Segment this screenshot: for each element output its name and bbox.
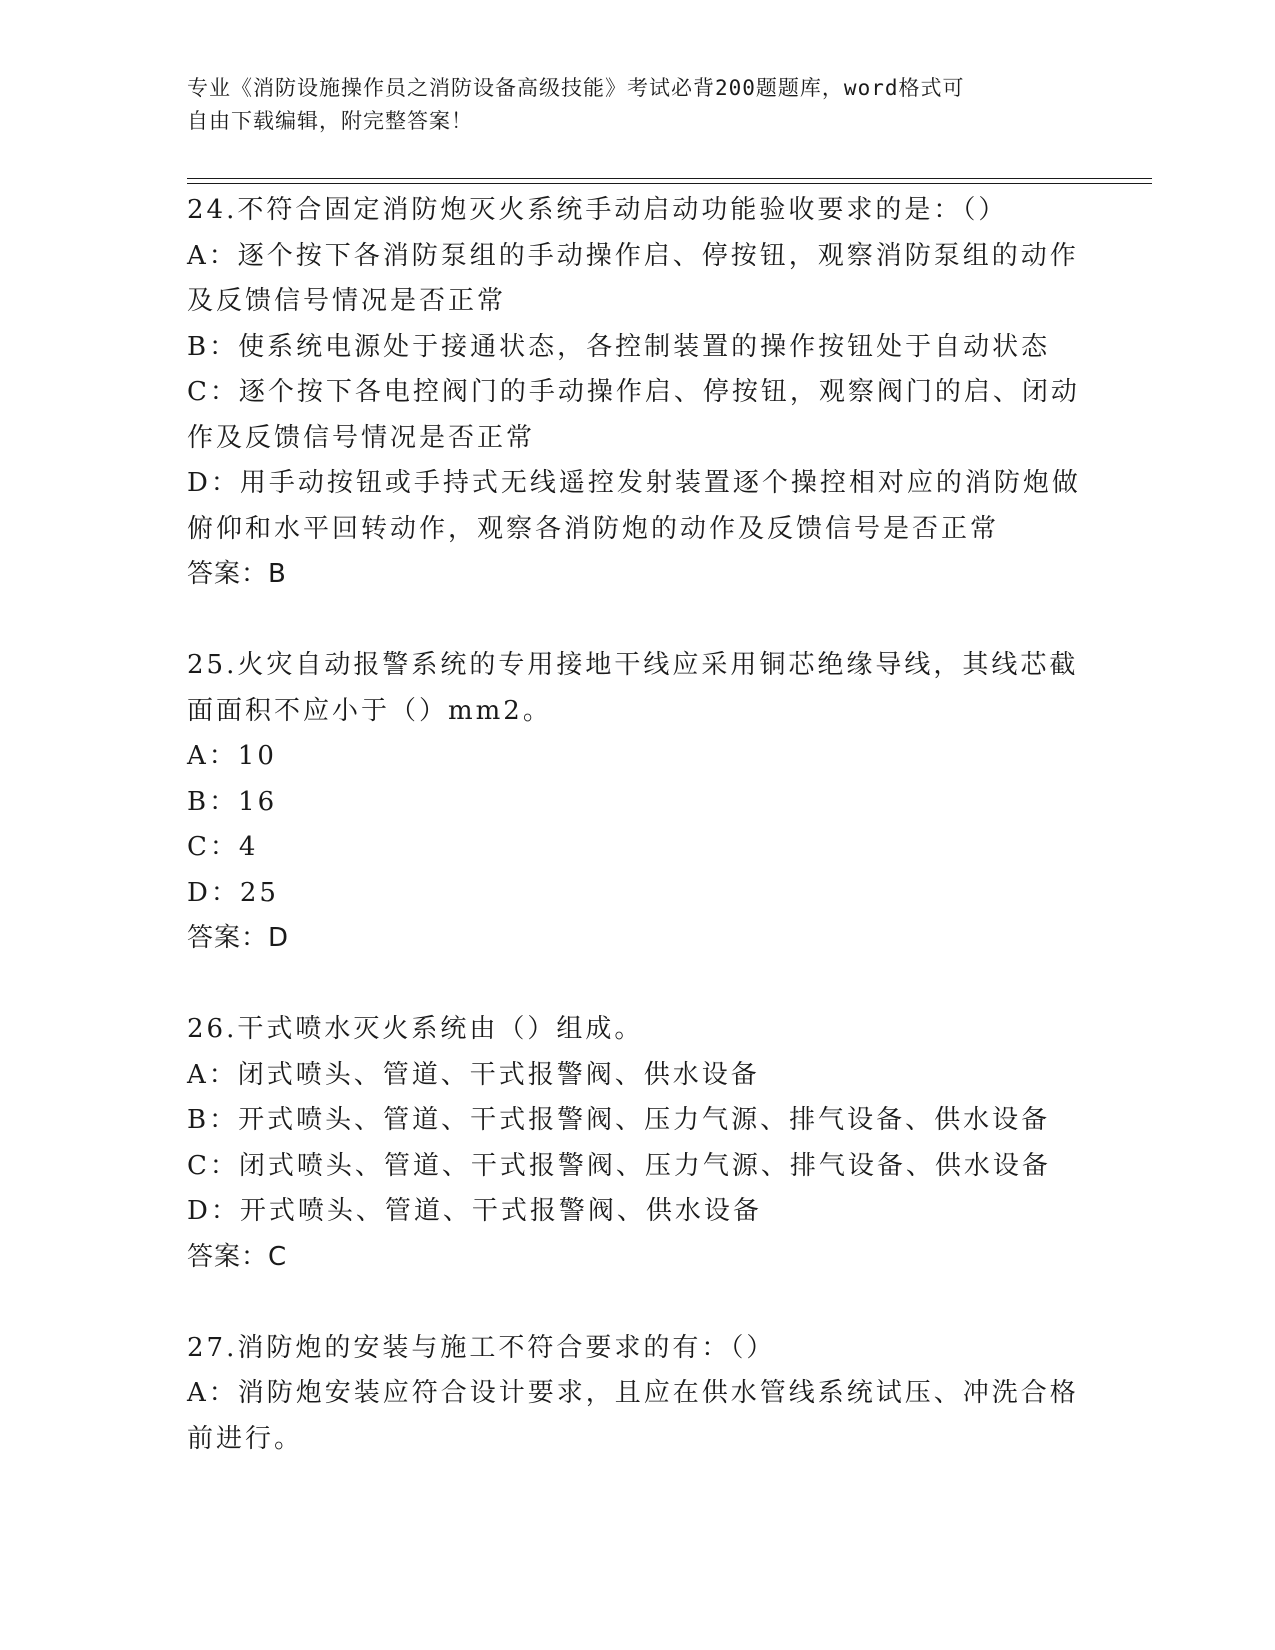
option-c-cont: 作及反馈信号情况是否正常 <box>187 422 536 453</box>
spacer <box>187 1280 1087 1326</box>
answer: 答案：C <box>187 1241 288 1272</box>
option-a-cont: 及反馈信号情况是否正常 <box>187 286 507 316</box>
option-d: D：开式喷头、管道、干式报警阀、供水设备 <box>187 1196 762 1226</box>
answer: 答案：B <box>187 559 287 589</box>
question-26 <box>187 1007 1087 1280</box>
spacer <box>187 962 1087 1008</box>
option-b: B：16 <box>187 786 278 817</box>
option-c: C：闭式喷头、管道、干式报警阀、压力气源、排气设备、供水设备 <box>187 1150 1051 1181</box>
question-list <box>187 188 1087 1462</box>
question-25 <box>187 643 1087 962</box>
question-24 <box>187 188 1087 598</box>
option-a: A：逐个按下各消防泵组的手动操作启、停按钮，观察消防泵组的动作 <box>187 240 1079 271</box>
question-stem: 25.火灾自动报警系统的专用接地干线应采用铜芯绝缘导线，其线芯截 <box>187 650 1079 680</box>
option-a: A：消防炮安装应符合设计要求，且应在供水管线系统试压、冲洗合格 <box>187 1378 1079 1408</box>
option-b: B：开式喷头、管道、干式报警阀、压力气源、排气设备、供水设备 <box>187 1105 1051 1135</box>
question-stem: 24.不符合固定消防炮灭火系统手动启动功能验收要求的是：（） <box>187 195 1008 225</box>
question-stem-cont: 面面积不应小于（）mm2。 <box>187 695 552 726</box>
option-c: C：逐个按下各电控阀门的手动操作启、停按钮，观察阀门的启、闭动 <box>187 377 1080 407</box>
header-line-2: 自由下载编辑，附完整答案！ <box>187 109 473 133</box>
document-header <box>187 72 1067 138</box>
option-c: C：4 <box>187 832 259 862</box>
option-d: D：25 <box>187 877 279 908</box>
option-d: D：用手动按钮或手持式无线遥控发射装置逐个操控相对应的消防炮做 <box>187 468 1081 498</box>
option-b: B：使系统电源处于接通状态，各控制装置的操作按钮处于自动状态 <box>187 331 1051 362</box>
answer: 答案：D <box>187 923 290 953</box>
option-a: A：闭式喷头、管道、干式报警阀、供水设备 <box>187 1059 760 1090</box>
header-line-1: 专业《消防设施操作员之消防设备高级技能》考试必背200题题库，word格式可 <box>187 76 965 100</box>
option-d-cont: 俯仰和水平回转动作，观察各消防炮的动作及反馈信号是否正常 <box>187 513 1000 544</box>
option-a: A：10 <box>187 741 277 771</box>
question-stem: 26.干式喷水灭火系统由（）组成。 <box>187 1014 644 1044</box>
header-rule-top <box>187 178 1152 179</box>
question-stem: 27.消防炮的安装与施工不符合要求的有：（） <box>187 1332 776 1363</box>
option-a-cont: 前进行。 <box>187 1423 304 1454</box>
header-rule-bottom <box>187 183 1152 184</box>
spacer <box>187 598 1087 644</box>
question-27 <box>187 1326 1087 1463</box>
